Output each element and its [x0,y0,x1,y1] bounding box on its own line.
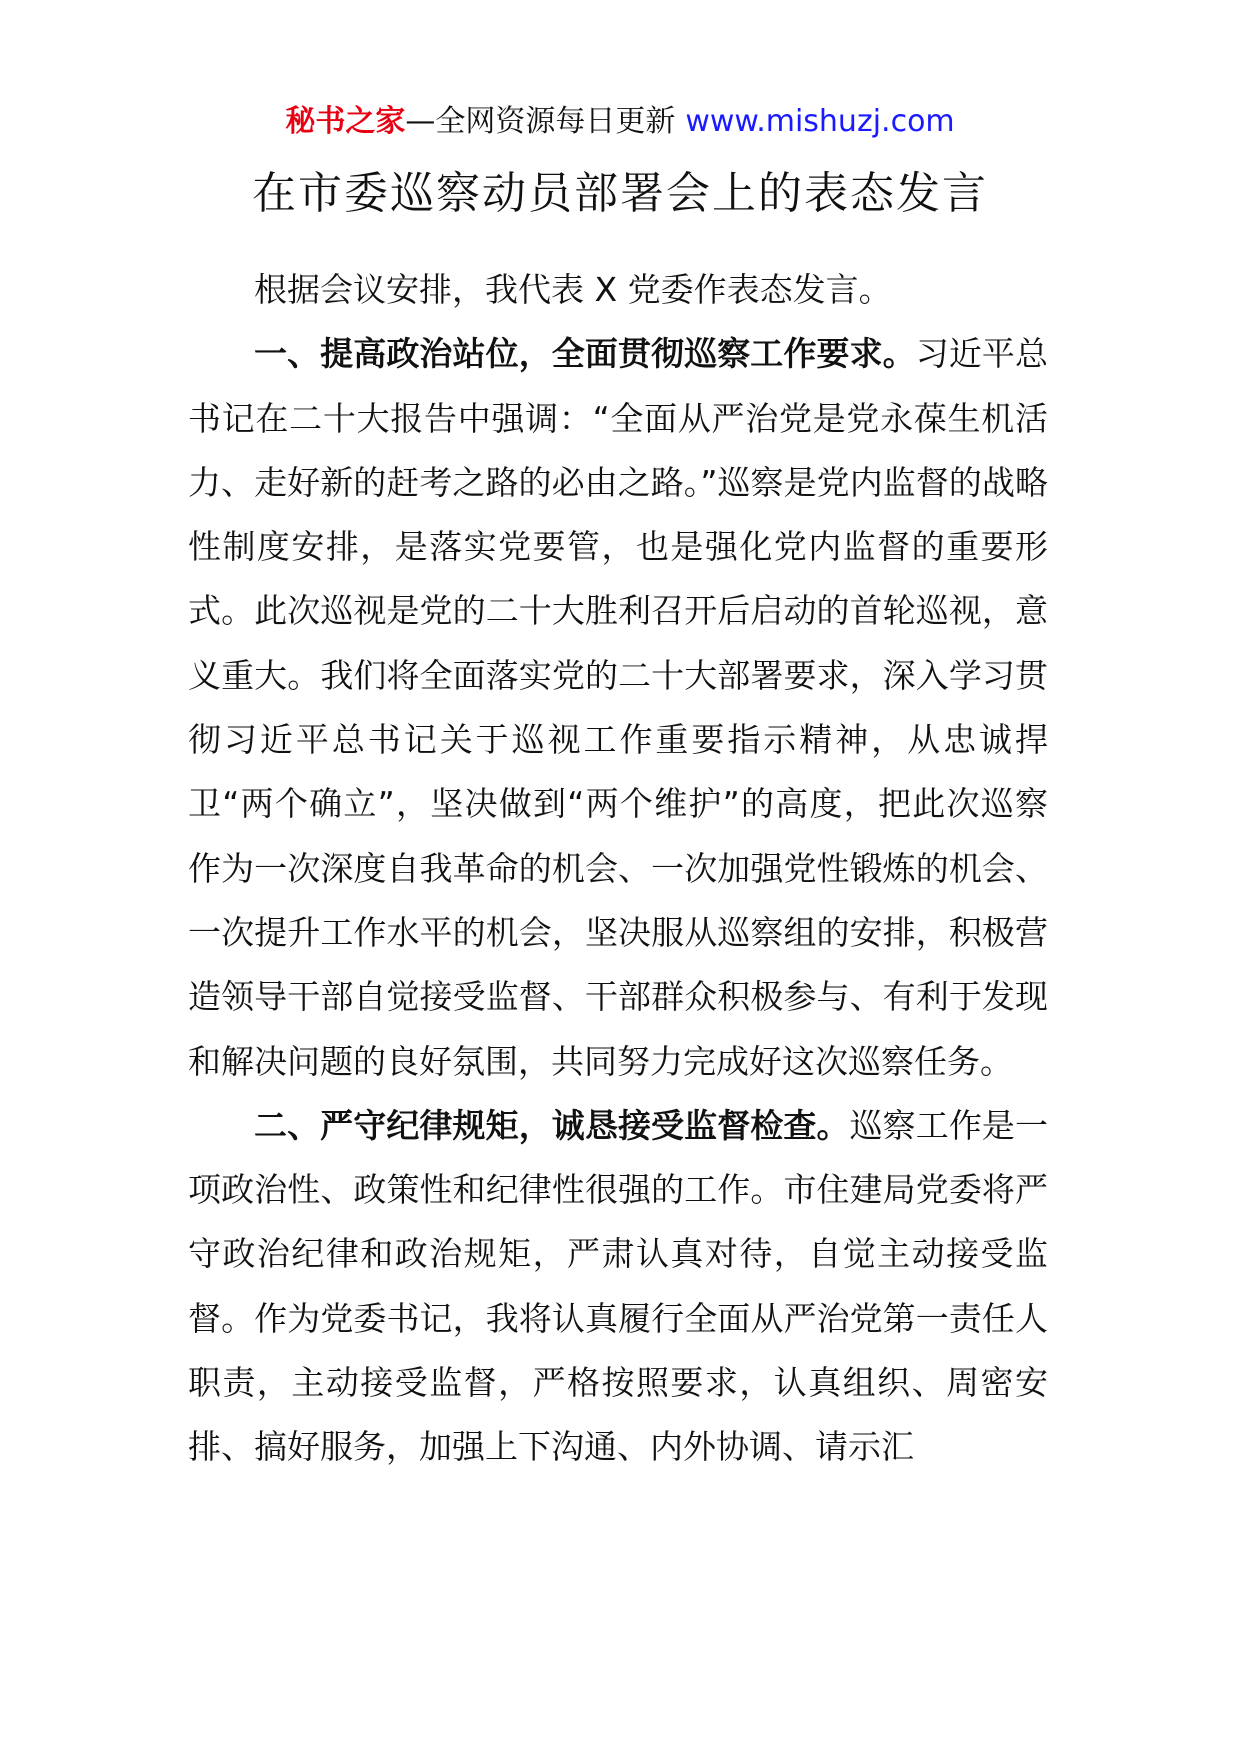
intro-paragraph: 根据会议安排，我代表 X 党委作表态发言。 [254,270,892,309]
section-heading-1: 一、提高政治站位，全面贯彻巡察工作要求。 [254,334,916,374]
section-paragraph-2 [188,1094,1048,1480]
site-brand: 秘书之家 [285,104,406,139]
site-url-link[interactable]: www.mishuzj.com [685,104,955,139]
section-heading-2: 二、严守纪律规矩，诚恳接受监督检查。 [254,1105,850,1145]
section-body-2: 巡察工作是一项政治性、政策性和纪律性很强的工作。市住建局党委将严守政治纪律和政治规矩，严肃认真对待，自觉主动接受监督。作为党委书记，我将认真履行全面从严治党第一责任人职责，主动接受监督，严格按照要求，认真组织、周密安排、搞好服务，加强上下沟通、内外协调、请示汇 [188,1105,1049,1467]
section-body-1: 习近平总书记在二十大报告中强调：“全面从严治党是党永葆生机活力、走好新的赶考之路的必由之路。”巡察是党内监督的战略性制度安排，是落实党要管，也是强化党内监督的重要形式。此次巡视是党的二十大胜利召开后启动的首轮巡视，意义重大。我们将全面落实党的二十大部署要求，深入学习贯彻习近平总书记关于巡视工作重要指示精神，从忠诚捍卫“两个确立”，坚决做到“两个维护”的高度，把此次巡察作为一次深度自我革命的机会、一次加强党性锻炼的机会、一次提升工作水平的机会，坚决服从巡察组的安排，积极营造领导干部自觉接受监督、干部群众积极参与、有利于发现和解决问题的良好氛围，共同努力完成好这次巡察任务。 [188,334,1049,1081]
site-header [0,100,1240,144]
document-body [188,258,1048,1480]
site-tagline: —全网资源每日更新 [405,104,676,139]
section-paragraph-1 [188,322,1048,1094]
document-title: 在市委巡察动员部署会上的表态发言 [252,168,988,219]
